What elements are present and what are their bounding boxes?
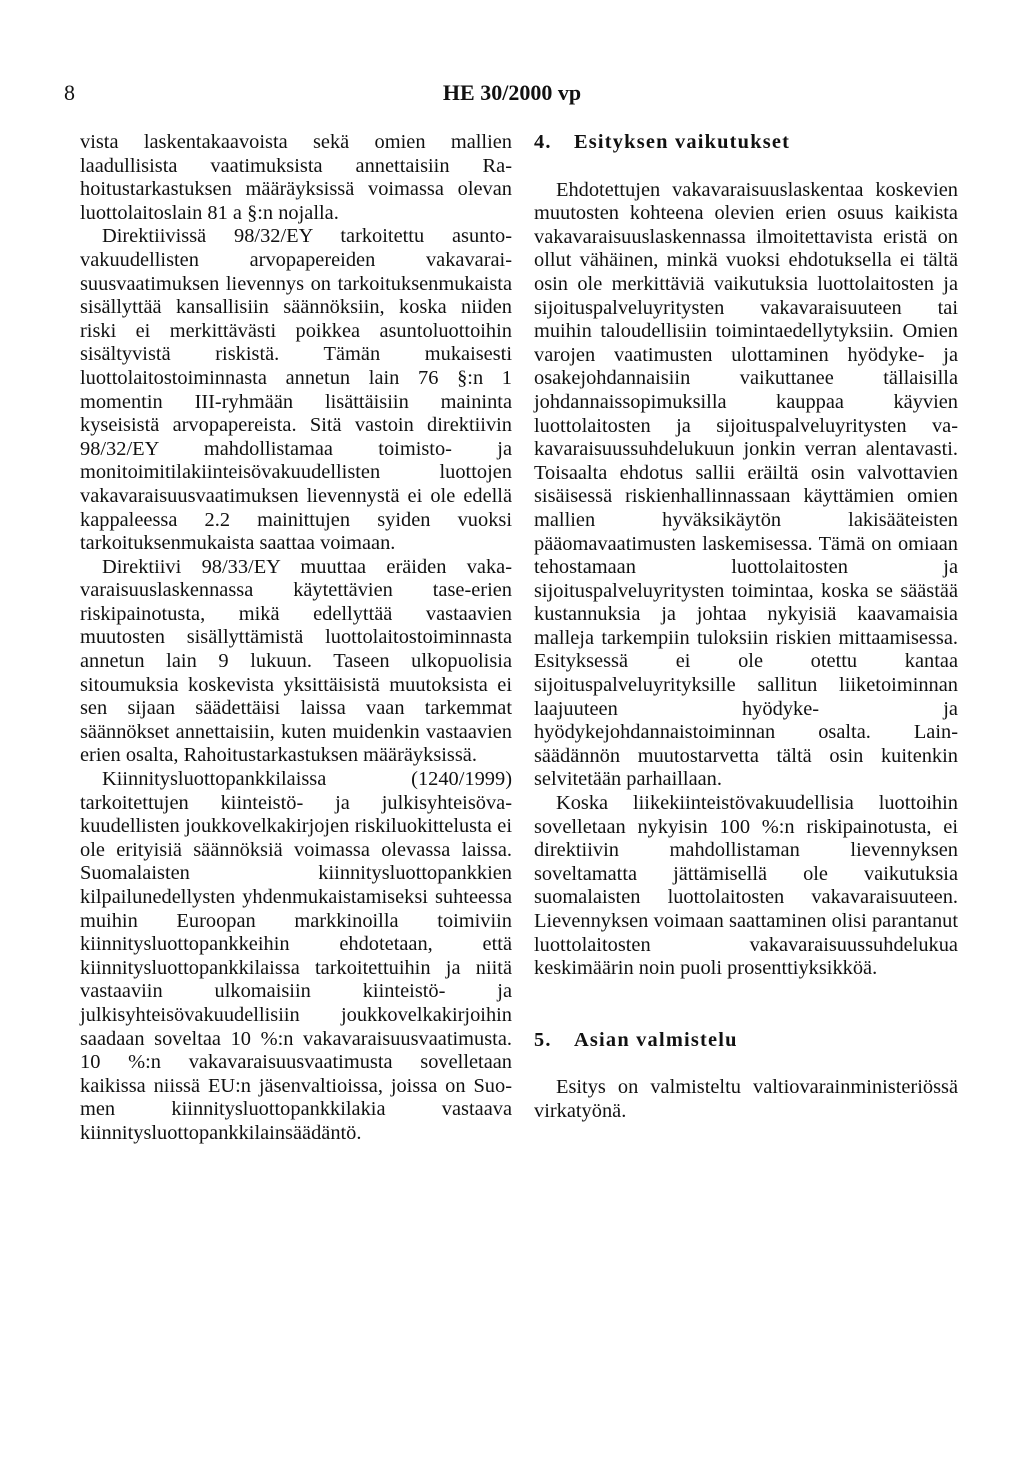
page-number: 8 bbox=[64, 80, 75, 105]
right-column bbox=[534, 131, 958, 1124]
section-heading bbox=[534, 1029, 958, 1053]
section-heading bbox=[534, 131, 958, 155]
body-paragraph: Koska liikekiinteistövakuudellisia luottoihin sovelletaan nykyisin 100 %:n riskipainotusta, ei direktiivin mahdollistaman lievennyksen soveltamatta jättämisellä ole vaikutuksia suomalaisten luottolaitosten vakavaraisuuteen. Lievennyksen voimaan saattaminen olisi parantanut luottolaitosten vakavaraisuussuhdelukua keskimäärin noin puoli prosenttiyksikköä. bbox=[534, 792, 958, 980]
section-gap bbox=[534, 981, 958, 1029]
body-paragraph: Direktiivissä 98/32/EY tarkoitettu asuntovakuudellisten arvopapereiden vakavaraisuusvaatimuksen lievennys on tarkoituksenmukaista sisällyttää kansallisiin säännöksiin, koska niiden riski ei merkittävästi poikkea asuntoluottoihin sisältyvistä riskistä. Tämän mukaisesti luottolaitostoiminnasta annetun lain 76 §:n 1 momentin III-ryhmään lisättäisiin maininta kyseisistä arvopapereista. Sitä vastoin direktiivin 98/32/EY mahdollistamaa toimisto- ja monitoimitilakiinteisövakuudellisten luottojen vakavaraisuusvaatimuksen lievennystä ei ole edellä kappaleessa 2.2 mainittujen syiden vuoksi tarkoituksenmukaista saattaa voimaan. bbox=[80, 225, 512, 555]
body-paragraph: Ehdotettujen vakavaraisuuslaskentaa koskevien muutosten kohteena olevien erien osuus kaikista vakavaraisuuslaskennassa ilmoitettavista eristä on ollut vähäinen, minkä vuoksi ehdotuksella ei tältä osin ole merkittäviä vaikutuksia luottolaitosten ja sijoituspalveluyritysten vakavaraisuuteen tai muihin taloudellisiin toimintaedellytyksiin. Omien varojen vaatimusten ulottaminen hyödyke- ja osakejohdannaisiin vaikuttanee tällaisilla johdannaissopimuksilla kauppaa käyvien luottolaitosten ja sijoituspalveluyritysten vakavaraisuussuhdelukuun jonkin verran alentavasti. Toisaalta ehdotus sallii eräiltä osin valvottavien sisäisessä riskienhallinnassaan käyttämien omien mallien hyväksikäytön lakisääteisten pääomavaatimusten laskemisessa. Tämä on omiaan tehostamaan luottolaitosten ja sijoituspalveluyritysten toimintaa, koska se säästää kustannuksia ja johtaa nykyisiä kaavamaisia malleja tarkempiin tuloksiin riskien mittaamisessa. Esityksessä ei ole otettu kantaa sijoituspalveluyrityksille sallitun liiketoiminnan laajuuteen hyödyke- ja hyödykejohdannaistoiminnan osalta. Lainsäädännön muutostarvetta tältä osin kuitenkin selvitetään parhaillaan. bbox=[534, 178, 958, 791]
section-title: Esityksen vaikutukset bbox=[574, 131, 791, 153]
left-column bbox=[80, 131, 512, 1146]
body-paragraph: Kiinnitysluottopankkilaissa (1240/1999) tarkoitettujen kiinteistö- ja julkisyhteisövakuudellisten joukkovelkakirjojen riskiluokittelusta ei ole erityisiä säännöksiä voimassa olevassa laissa. Suomalaisten kiinnitysluottopankkien kilpailunedellysten yhdenmukaistamiseksi suhteessa muihin Euroopan markkinoilla toimiviin kiinnitysluottopankkeihin ehdotetaan, että kiinnitysluottopankkilaissa tarkoitettuihin ja niitä vastaaviin ulkomaisiin kiinteistö- ja julkisyhteisövakuudellisiin joukkovelkakirjoihin saadaan soveltaa 10 %:n vakavaraisuusvaatimusta. 10 %:n vakavaraisuusvaatimusta sovelletaan kaikissa niissä EU:n jäsenvaltioissa, joissa on Suomen kiinnitysluottopankkilakia vastaava kiinnitysluottopankkilainsäädäntö. bbox=[80, 768, 512, 1144]
body-paragraph: Direktiivi 98/33/EY muuttaa eräiden vakavaraisuuslaskennassa käytettävien tase-erien riskipainotusta, mikä edellyttää vastaavien muutosten sisällyttämistä luottolaitostoiminnasta annetun lain 9 lukuun. Taseen ulkopuolisia sitoumuksia koskevista yksittäisistä muutoksista ei sen sijaan säädettäisi laissa vaan tarkemmat säännökset annettaisiin, kuten muidenkin vastaavien erien osalta, Rahoitustarkastuksen määräyksissä. bbox=[80, 555, 512, 767]
body-paragraph: Esitys on valmisteltu valtiovarainministeriössä virkatyönä. bbox=[534, 1076, 958, 1122]
section-number: 5. bbox=[534, 1028, 552, 1051]
body-paragraph: vista laskentakaavoista sekä omien mallien laadullisista vaatimuksista annettaisiin Rahoitustarkastuksen määräyksissä voimassa olevan luottolaitoslain 81 a §:n nojalla. bbox=[80, 131, 512, 224]
section-number: 4. bbox=[534, 131, 552, 153]
running-header: HE 30/2000 vp bbox=[442, 80, 582, 105]
section-title: Asian valmistelu bbox=[574, 1028, 738, 1051]
